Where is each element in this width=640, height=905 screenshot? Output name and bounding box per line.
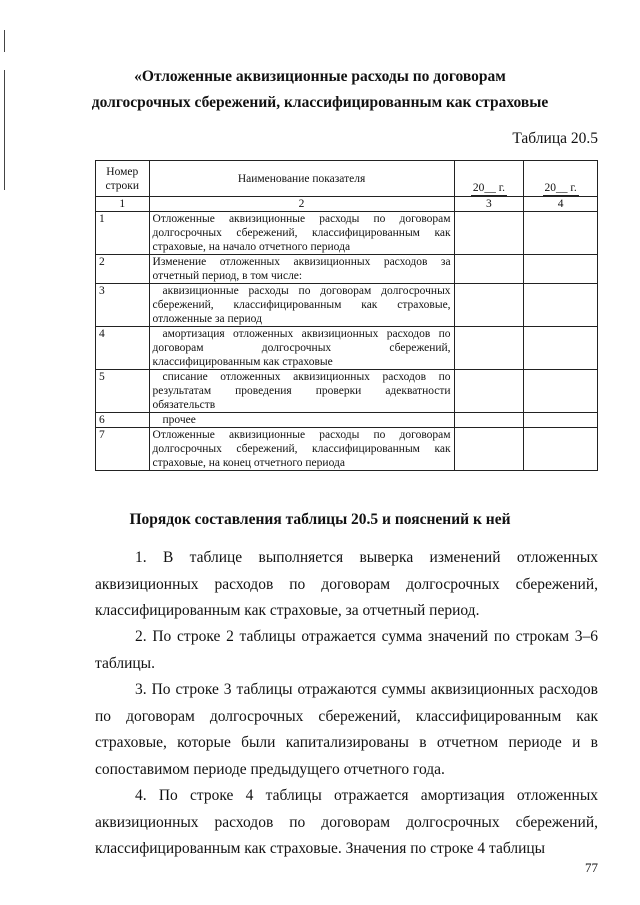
table-row [96,212,598,255]
row-text: амортизация отложенных аквизиционных расходов по договорам долгосрочных сбережений, классифицированным как страховые [149,327,454,370]
header-period-1 [454,161,524,197]
table-row [96,413,598,428]
row-text: списание отложенных аквизиционных расходов по результатам проведения проверки адекватности обязательств [149,370,454,413]
table-header-row [96,161,598,197]
table-row [96,428,598,471]
row-number: 2 [96,255,150,284]
data-table [95,160,598,471]
margin-mark [4,70,5,190]
header-year-2: 20__ г. [544,182,577,194]
row-text: Отложенные аквизиционные расходы по договорам долгосрочных сбережений, классифицированным как страховые, на начало отчетного периода [149,212,454,255]
header-year-1: 20__ г. [472,182,505,194]
value-cell [524,413,598,428]
column-number: 1 [96,197,150,212]
row-number: 1 [96,212,150,255]
row-number: 4 [96,327,150,370]
paragraph-4: 4. По строке 4 таблицы отражается амортизация отложенных аквизиционных расходов по договорам долгосрочных сбережений, классифицированным как страховые. Значения по строке 4 таблицы [95,787,598,857]
document-title-line1: «Отложенные аквизиционные расходы по договорам [134,68,506,85]
table-row [96,255,598,284]
value-cell [454,413,524,428]
row-number: 5 [96,370,150,413]
header-indicator-name: Наименование показателя [149,161,454,197]
table-row [96,284,598,327]
column-numbers-row [96,197,598,212]
column-number: 4 [524,197,598,212]
paragraph-2: 2. По строке 2 таблицы отражается сумма значений по строкам 3–6 таблицы. [95,628,598,672]
value-cell [524,370,598,413]
value-cell [454,327,524,370]
value-cell [524,428,598,471]
page-number: 77 [585,860,598,875]
document-title-line2: долгосрочных сбережений, классифицированным как страховые [91,94,549,111]
header-period-2 [524,161,598,197]
value-cell [454,255,524,284]
paragraph-3: 3. По строке 3 таблицы отражаются суммы аквизиционных расходов по договорам долгосрочных сбережений, классифицированным как страховые, которые были капитализированы в отчетном периоде и в сопоставимом периоде предыдущего отчетного года. [95,681,598,778]
table-row [96,327,598,370]
row-text: аквизиционные расходы по договорам долгосрочных сбережений, классифицированным как страховые, отложенные за период [149,284,454,327]
row-text: Отложенные аквизиционные расходы по договорам долгосрочных сбережений, классифицированным как страховые, на конец отчетного периода [149,428,454,471]
paragraph-1: 1. В таблице выполняется выверка изменений отложенных аквизиционных расходов по договорам долгосрочных сбережений, классифицированным как страховые, за отчетный период. [95,549,598,619]
column-number: 3 [454,197,524,212]
value-cell [454,370,524,413]
header-row-number: Номер строки [96,161,150,197]
value-cell [524,212,598,255]
value-cell [454,428,524,471]
row-number: 6 [96,413,150,428]
value-cell [524,327,598,370]
value-cell [454,284,524,327]
row-text: прочее [149,413,454,428]
margin-mark [4,30,5,52]
table-row [96,370,598,413]
column-number: 2 [149,197,454,212]
row-number: 3 [96,284,150,327]
value-cell [524,255,598,284]
row-text: Изменение отложенных аквизиционных расходов за отчетный период, в том числе: [149,255,454,284]
row-number: 7 [96,428,150,471]
value-cell [454,212,524,255]
value-cell [524,284,598,327]
table-number: Таблица 20.5 [512,130,598,147]
section-heading: Порядок составления таблицы 20.5 и пояснений к ней [129,511,511,528]
